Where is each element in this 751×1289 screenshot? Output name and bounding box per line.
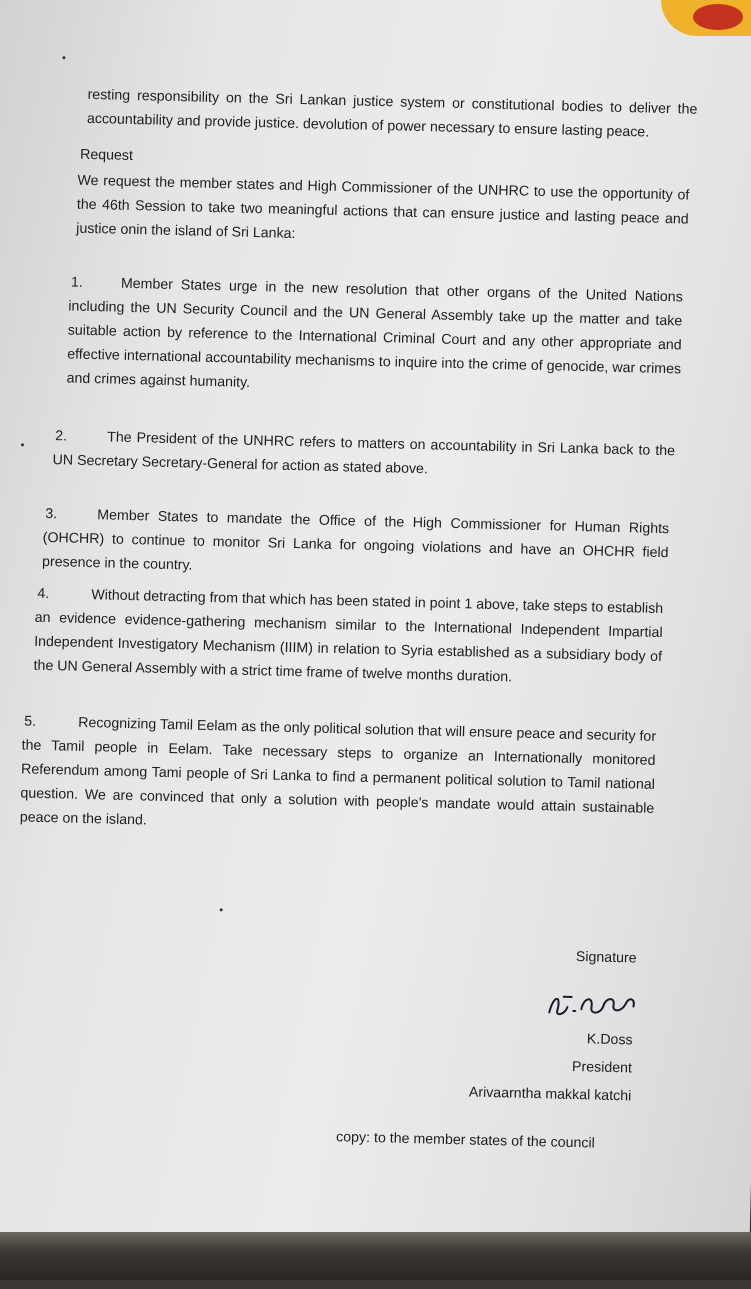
request-paragraph: We request the member states and High Commissioner of the UNHRC to use the opportunity of the 46th Session to take two meaningful actions that can ensure justice and lasting peace and justice onin the island of Sri Lanka: (76, 172, 690, 242)
list-item-4: Without detracting from that which has been stated in point 1 above, take steps to establish an evidence evidence-gathering mechanism similar to the International Independent Impartial Independent Investigatory Mechanism (IIIM) in relation to Syria established as a subsidiary body of the UN General Assembly with a strict time frame of twelve months duration. (33, 587, 664, 686)
speck (62, 56, 65, 59)
list-item-1: Member States urge in the new resolution that other organs of the United Nations including the UN Security Council and the UN General Assembly take up the matter and take suitable action by reference to the International Criminal Court and any other appropriate and effective international accountability mechanisms to inquire into the crime of genocide, war crimes and crimes against humanity. (66, 275, 683, 391)
handwritten-signature (543, 984, 644, 1026)
intro-paragraph: resting responsibility on the Sri Lankan justice system or constitutional bodies to deliver the accountability and provide justice. devolution of power necessary to ensure lasting peace. (86, 86, 698, 141)
request-heading: Request (79, 146, 134, 164)
organization-name: Arivaarntha makkal katchi (468, 1084, 632, 1105)
item-number-4: 4. (37, 585, 50, 603)
speck (220, 908, 223, 911)
list-item-5: Recognizing Tamil Eelam as the only political solution that will ensure peace and security for the Tamil people in Eelam. Take necessary steps to organize an Internationally monitored Referendum among Tami people of Sri Lanka to find a permanent political solution to Tamil national question. We are convinced that only a solution with people's mandate would attain sustainable peace on the island. (19, 714, 657, 829)
signature-label: Signature (575, 949, 637, 967)
speck (21, 443, 24, 446)
signer-name: K.Doss (586, 1031, 633, 1049)
item-number-2: 2. (55, 428, 68, 445)
list-item-3: Member States to mandate the Office of the High Commissioner for Human Rights (OHCHR) to continue to monitor Sri Lanka for ongoing violations and have an OHCHR field presence in the country. (41, 507, 670, 574)
copy-note: copy: to the member states of the council (335, 1129, 595, 1152)
signer-title: President (571, 1058, 633, 1077)
list-item-2: The President of the UNHRC refers to matters on accountability in Sri Lanka back to the UN Secretary Secretary-General for action as stated above. (52, 429, 676, 478)
item-number-1: 1. (70, 274, 83, 291)
item-number-3: 3. (45, 505, 58, 523)
item-number-5: 5. (24, 713, 37, 730)
